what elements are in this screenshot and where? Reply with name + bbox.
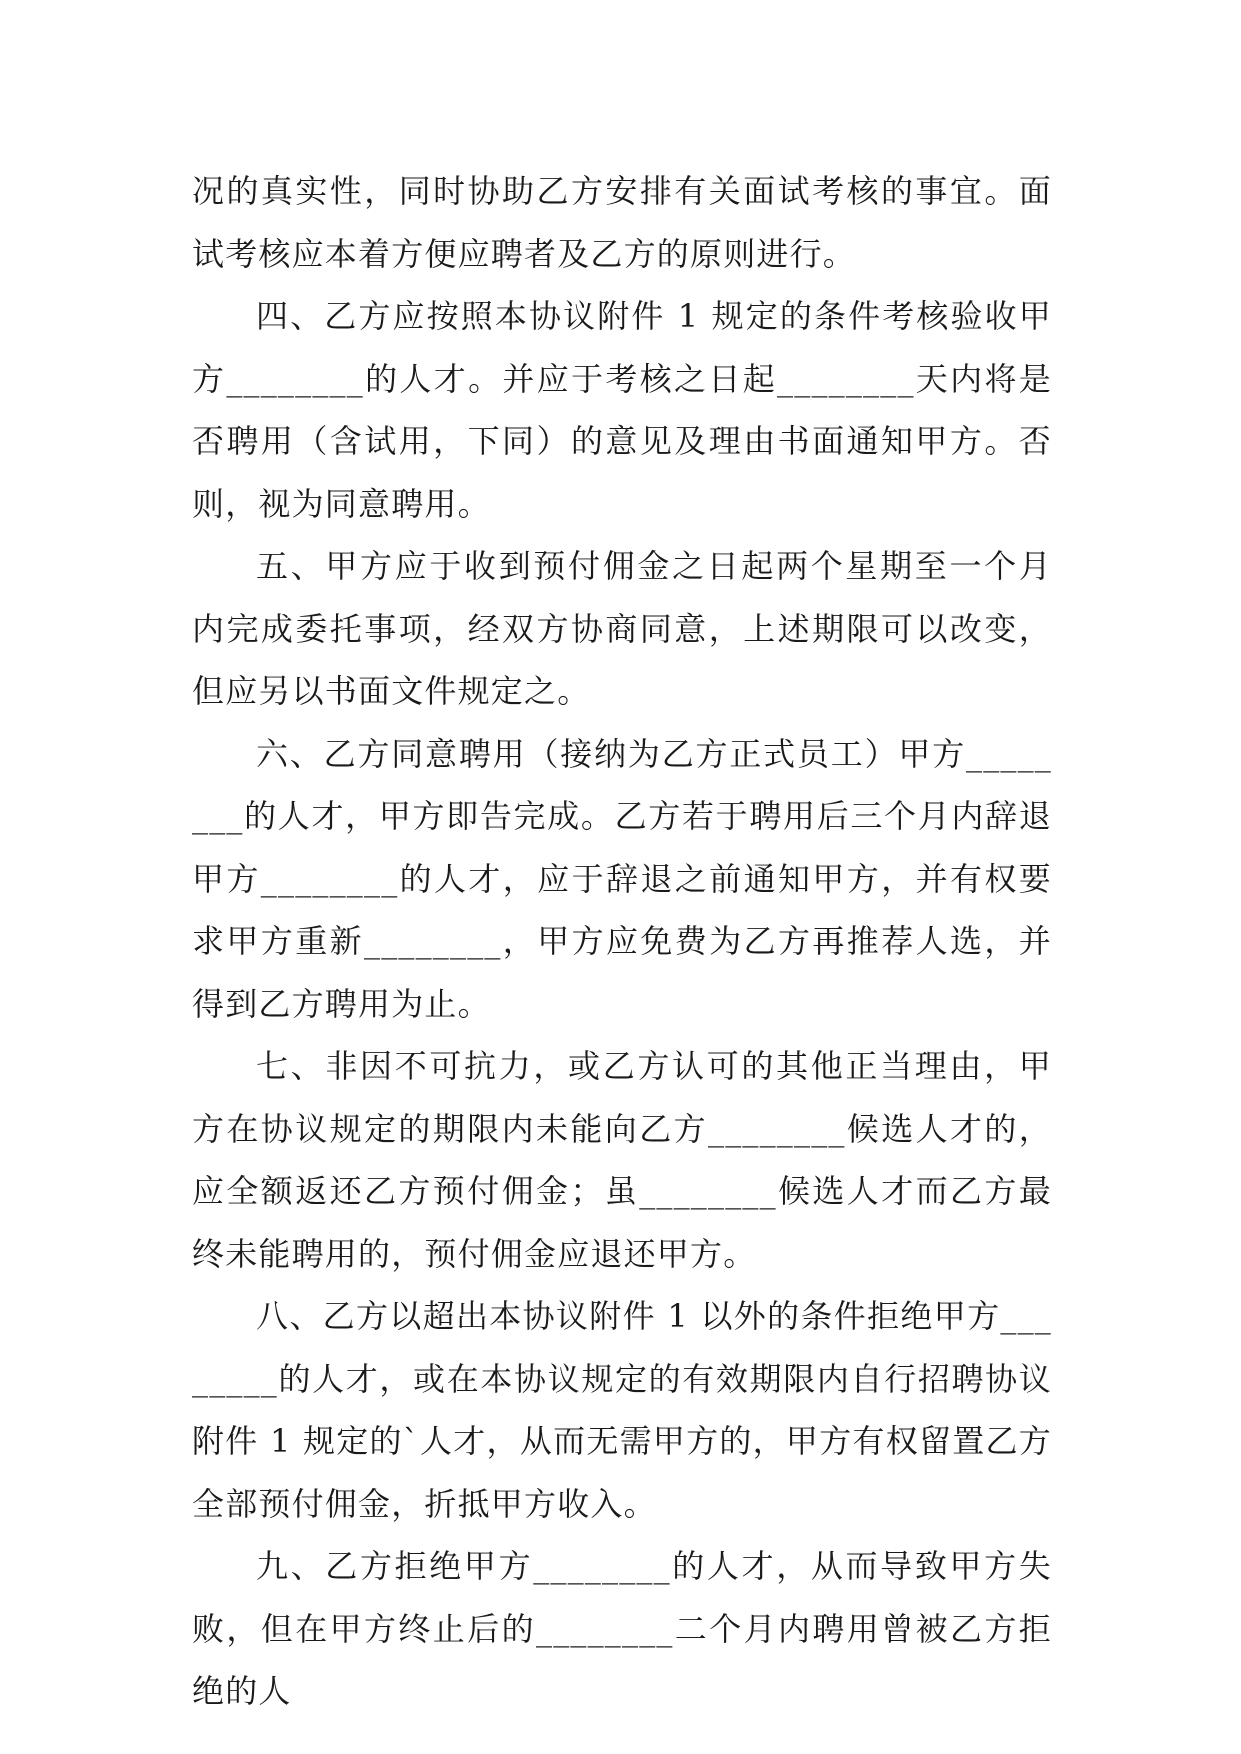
paragraph-clause-5: 五、甲方应于收到预付佣金之日起两个星期至一个月内完成委托事项，经双方协商同意，上述期限可以改变，但应另以书面文件规定之。 [192,547,1052,710]
paragraph-continued: 况的真实性，同时协助乙方安排有关面试考核的事宜。面试考核应本着方便应聘者及乙方的原则进行。 [192,172,1052,273]
paragraph-clause-6: 六、乙方同意聘用（接纳为乙方正式员工）甲方________的人才，甲方即告完成。乙方若于聘用后三个月内辞退甲方________的人才，应于辞退之前通知甲方，并有权要求甲方重新________，甲方应免费为乙方再推荐人选，并得到乙方聘用为止。 [192,734,1052,1023]
paragraph-clause-8: 八、乙方以超出本协议附件 1 以外的条件拒绝甲方________的人才，或在本协议规定的有效期限内自行招聘协议附件 1 规定的`人才，从而无需甲方的，甲方有权留置乙方全部预付佣金，折抵甲方收入。 [192,1297,1052,1523]
document-body [192,160,1052,1723]
paragraph-clause-7: 七、非因不可抗力，或乙方认可的其他正当理由，甲方在协议规定的期限内未能向乙方________候选人才的，应全额返还乙方预付佣金；虽________候选人才而乙方最终未能聘用的，预付佣金应退还甲方。 [192,1047,1052,1273]
paragraph-clause-9: 九、乙方拒绝甲方________的人才，从而导致甲方失败，但在甲方终止后的________二个月内聘用曾被乙方拒绝的人 [192,1547,1052,1710]
paragraph-clause-4: 四、乙方应按照本协议附件 1 规定的条件考核验收甲方________的人才。并应于考核之日起________天内将是否聘用（含试用，下同）的意见及理由书面通知甲方。否则，视为同意聘用。 [192,297,1052,523]
